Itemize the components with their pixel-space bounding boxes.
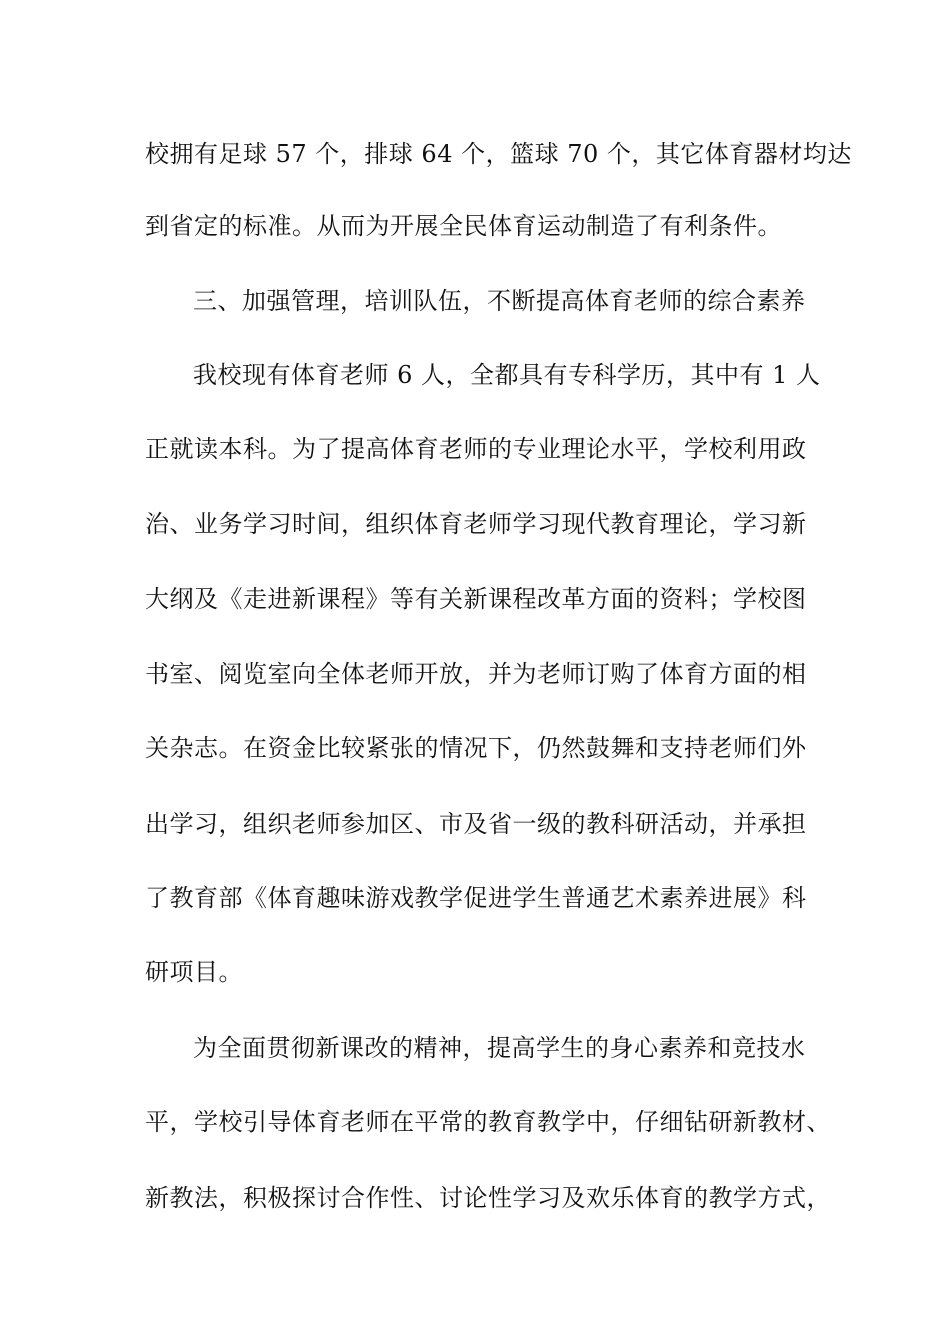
- body-text-line: 研项目。: [145, 958, 243, 986]
- body-text-line: 了教育部《体育趣味游戏教学促进学生普通艺术素养进展》科: [145, 884, 807, 912]
- body-text-line: 治、业务学习时间，组织体育老师学习现代教育理论，学习新: [145, 510, 807, 538]
- body-text-line: 出学习，组织老师参加区、市及省一级的教科研活动，并承担: [145, 810, 807, 838]
- body-text-line: 我校现有体育老师 6 人，全都具有专科学历，其中有 1 人: [193, 361, 821, 389]
- body-text-line: 校拥有足球 57 个，排球 64 个，篮球 70 个，其它体育器材均达: [145, 140, 852, 168]
- body-text-line: 正就读本科。为了提高体育老师的专业理论水平，学校利用政: [145, 435, 807, 463]
- body-text-line: 关杂志。在资金比较紧张的情况下，仍然鼓舞和支持老师们外: [145, 734, 807, 762]
- body-text-line: 平，学校引导体育老师在平常的教育教学中，仔细钻研新教材、: [145, 1108, 831, 1136]
- section-heading: 三、加强管理，培训队伍，不断提高体育老师的综合素养: [193, 287, 806, 315]
- body-text-line: 新教法，积极探讨合作性、讨论性学习及欢乐体育的教学方式，: [145, 1184, 831, 1212]
- body-text-line: 为全面贯彻新课改的精神，提高学生的身心素养和竞技水: [193, 1034, 806, 1062]
- body-text-line: 书室、阅览室向全体老师开放，并为老师订购了体育方面的相: [145, 660, 807, 688]
- body-text-line: 到省定的标准。从而为开展全民体育运动制造了有利条件。: [145, 212, 782, 240]
- body-text-line: 大纲及《走进新课程》等有关新课程改革方面的资料；学校图: [145, 585, 807, 613]
